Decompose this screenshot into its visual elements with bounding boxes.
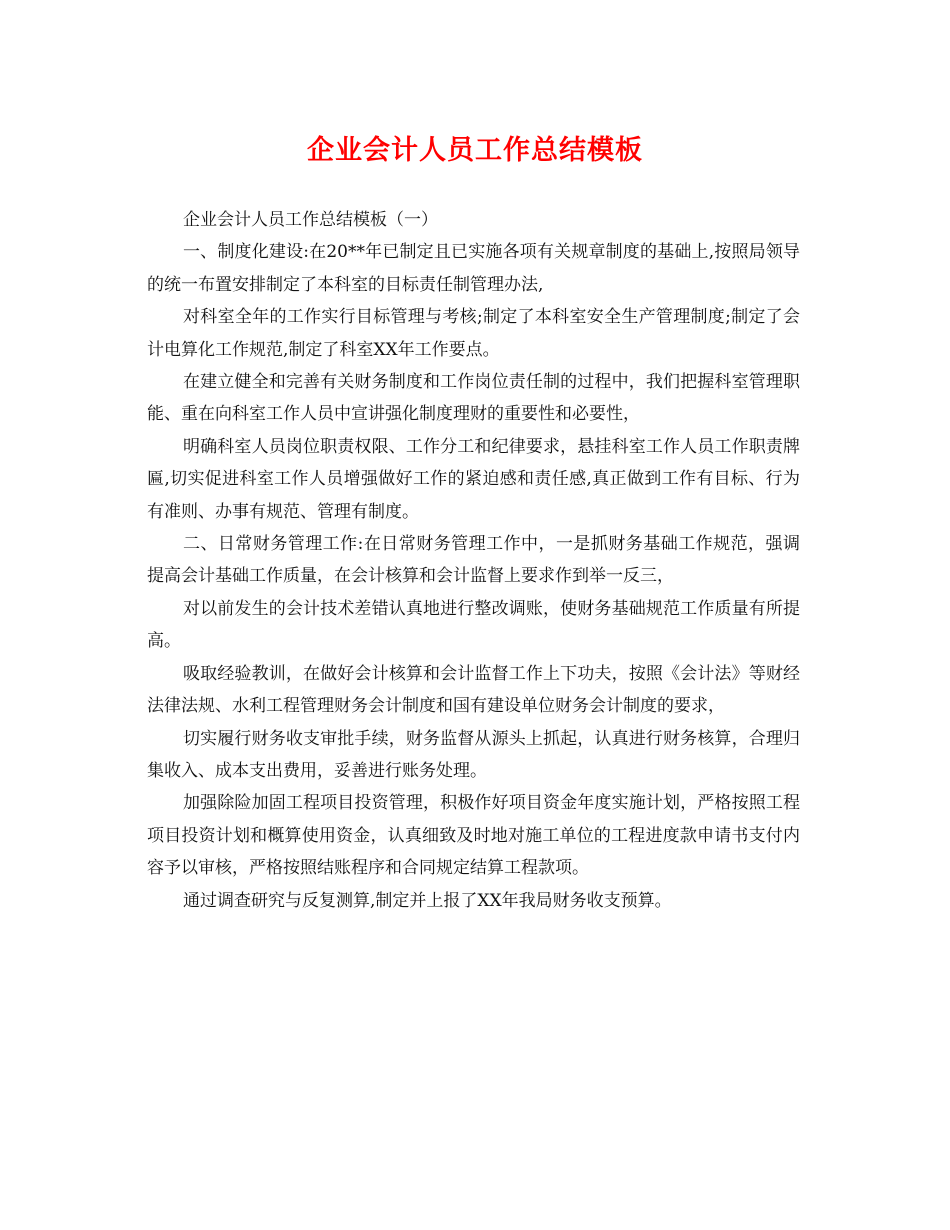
- paragraph-approval-procedures: 切实履行财务收支审批手续，财务监督从源头上抓起，认真进行财务核算，合理归集收入、成本支出费用，妥善进行账务处理。: [147, 728, 800, 781]
- document-body: [147, 204, 800, 917]
- document-title: 企业会计人员工作总结模板: [307, 135, 643, 166]
- paragraph-financial-system: 在建立健全和完善有关财务制度和工作岗位责任制的过程中，我们把握科室管理职能、重在向科室工作人员中宣讲强化制度理财的重要性和必要性，: [147, 372, 800, 425]
- paragraph-responsibilities: 明确科室人员岗位职责权限、工作分工和纪律要求，悬挂科室工作人员工作职责牌匾,切实促进科室工作人员增强做好工作的紧迫感和责任感,真正做到工作有目标、行为有准则、办事有规范、管理有制度。: [147, 436, 800, 522]
- paragraph-target-management: 对科室全年的工作实行目标管理与考核;制定了本科室安全生产管理制度;制定了会计电算化工作规范,制定了科室XX年工作要点。: [147, 307, 800, 360]
- paragraph-accounting-law: 吸取经验教训，在做好会计核算和会计监督工作上下功夫，按照《会计法》等财经法律法规、水利工程管理财务会计制度和国有建设单位财务会计制度的要求，: [147, 663, 800, 717]
- paragraph-investment-management: 加强除险加固工程项目投资管理，积极作好项目资金年度实施计划，严格按照工程项目投资计划和概算使用资金，认真细致及时地对施工单位的工程进度款申请书支付内容予以审核，严格按照结账程序和合同规定结算工程款项。: [147, 793, 800, 879]
- paragraph-error-correction: 对以前发生的会计技术差错认真地进行整改调账，使财务基础规范工作质量有所提高。: [147, 598, 800, 652]
- paragraph-budget: 通过调查研究与反复测算,制定并上报了XX年我局财务收支预算。: [183, 890, 672, 911]
- paragraph-system-building: 一、制度化建设:在20**年已制定且已实施各项有关规章制度的基础上,按照局领导的统一布置安排制定了本科室的目标责任制管理办法,: [147, 242, 800, 295]
- paragraph-subtitle: 企业会计人员工作总结模板（一）: [183, 210, 438, 230]
- paragraph-daily-management: 二、日常财务管理工作:在日常财务管理工作中，一是抓财务基础工作规范，强调提高会计基础工作质量，在会计核算和会计监督上要求作到举一反三，: [147, 534, 800, 587]
